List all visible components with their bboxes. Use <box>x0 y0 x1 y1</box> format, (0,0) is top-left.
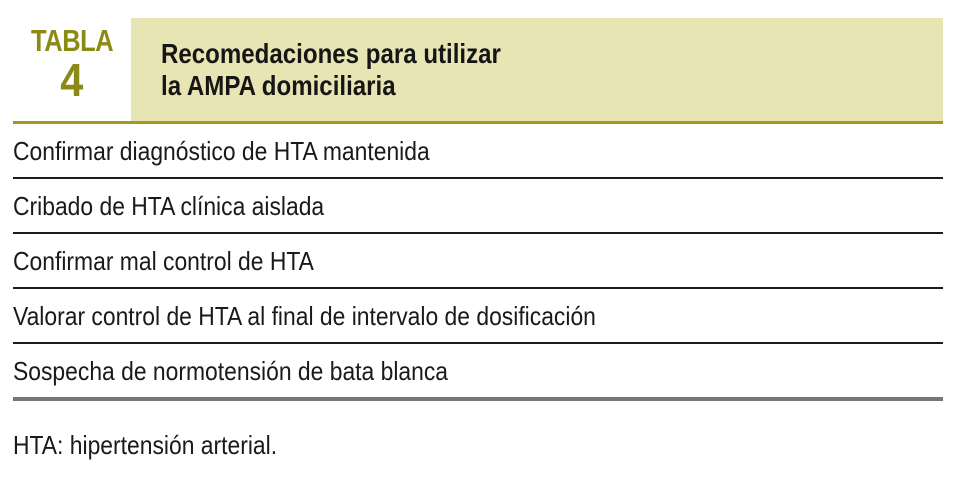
table-footnote: HTA: hipertensión arterial. <box>13 430 278 460</box>
table-title-line-1: Recomedaciones para utilizar <box>161 38 501 69</box>
table-row-text: Confirmar mal control de HTA <box>13 245 314 276</box>
table-title <box>131 18 943 121</box>
table-row-text: Valorar control de HTA al final de intervalo de dosificación <box>13 300 596 331</box>
table-title-line-2: la AMPA domiciliaria <box>161 70 396 101</box>
table-row-text: Sospecha de normotensión de bata blanca <box>13 355 449 386</box>
table-row-text: Cribado de HTA clínica aislada <box>13 190 325 221</box>
recommendations-table <box>13 18 943 401</box>
table-row <box>13 344 943 401</box>
table-header <box>13 18 943 124</box>
table-label <box>13 18 131 121</box>
table-row-text: Confirmar diagnóstico de HTA mantenida <box>13 135 430 166</box>
table-label-word: TABLA <box>30 23 114 58</box>
table-label-number: 4 <box>60 54 84 106</box>
table-row <box>13 179 943 234</box>
table-rows <box>13 124 943 401</box>
table-row <box>13 234 943 289</box>
table-row <box>13 289 943 344</box>
table-row <box>13 124 943 179</box>
